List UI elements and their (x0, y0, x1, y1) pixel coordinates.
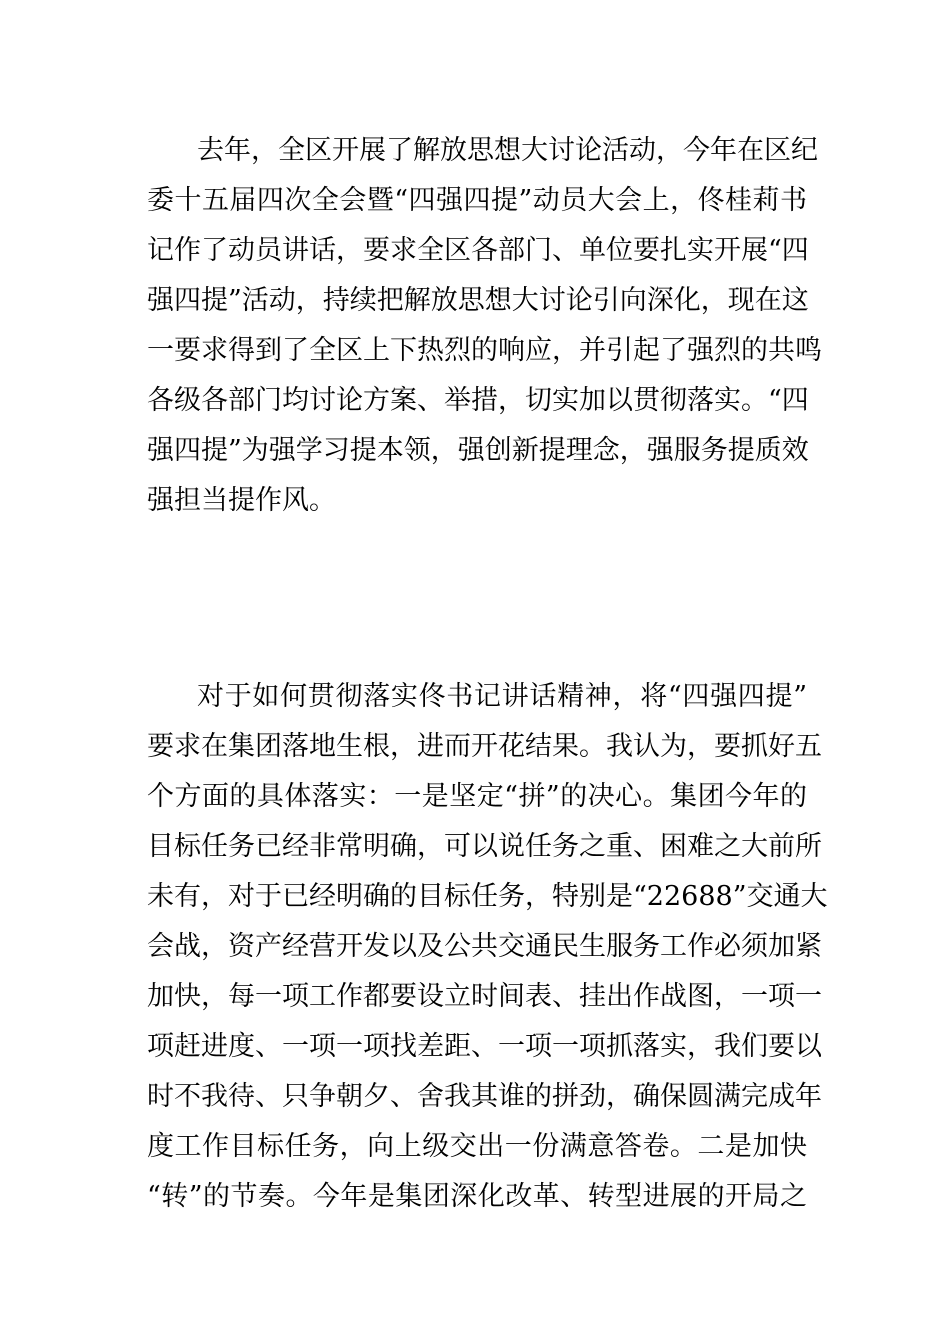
paragraph-line: 强四提”为强学习提本领，强创新提理念，强服务提质效 (147, 435, 809, 466)
paragraph (147, 672, 828, 1222)
paragraph-line: 项赶进度、一项一项找差距、一项一项抓落实，我们要以 (147, 1031, 822, 1062)
paragraph-line: 强担当提作风。 (147, 485, 336, 516)
paragraph-line: 未有，对于已经明确的目标任务，特别是“22688”交通大 (147, 881, 828, 912)
paragraph-line: 对于如何贯彻落实佟书记讲话精神，将“四强四提” (197, 681, 807, 712)
paragraph-line: 一要求得到了全区上下热烈的响应，并引起了强烈的共鸣 (147, 335, 822, 366)
paragraph-line: 目标任务已经非常明确，可以说任务之重、困难之大前所 (147, 831, 822, 862)
paragraph-line: 强四提”活动，持续把解放思想大讨论引向深化，现在这 (147, 285, 809, 316)
paragraph-line: 去年，全区开展了解放思想大讨论活动，今年在区纪 (197, 135, 818, 166)
paragraph-line: 要求在集团落地生根，进而开花结果。我认为，要抓好五 (147, 731, 822, 762)
paragraph (147, 126, 822, 526)
paragraph-line: 会战，资产经营开发以及公共交通民生服务工作必须加紧 (147, 931, 822, 962)
paragraph-line: 度工作目标任务，向上级交出一份满意答卷。二是加快 (147, 1131, 807, 1162)
paragraph-line: 时不我待、只争朝夕、舍我其谁的拼劲，确保圆满完成年 (147, 1081, 822, 1112)
paragraph-line: 记作了动员讲话，要求全区各部门、单位要扎实开展“四 (147, 235, 809, 266)
paragraph-line: 各级各部门均讨论方案、举措，切实加以贯彻落实。“四 (147, 385, 809, 416)
paragraph-line: 委十五届四次全会暨“四强四提”动员大会上，佟桂莉书 (147, 185, 807, 216)
paragraph-line: 加快，每一项工作都要设立时间表、挂出作战图，一项一 (147, 981, 822, 1012)
paragraph-line: 个方面的具体落实：一是坚定“拼”的决心。集团今年的 (147, 781, 807, 812)
paragraph-line: “转”的节奏。今年是集团深化改革、转型进展的开局之 (147, 1181, 807, 1212)
